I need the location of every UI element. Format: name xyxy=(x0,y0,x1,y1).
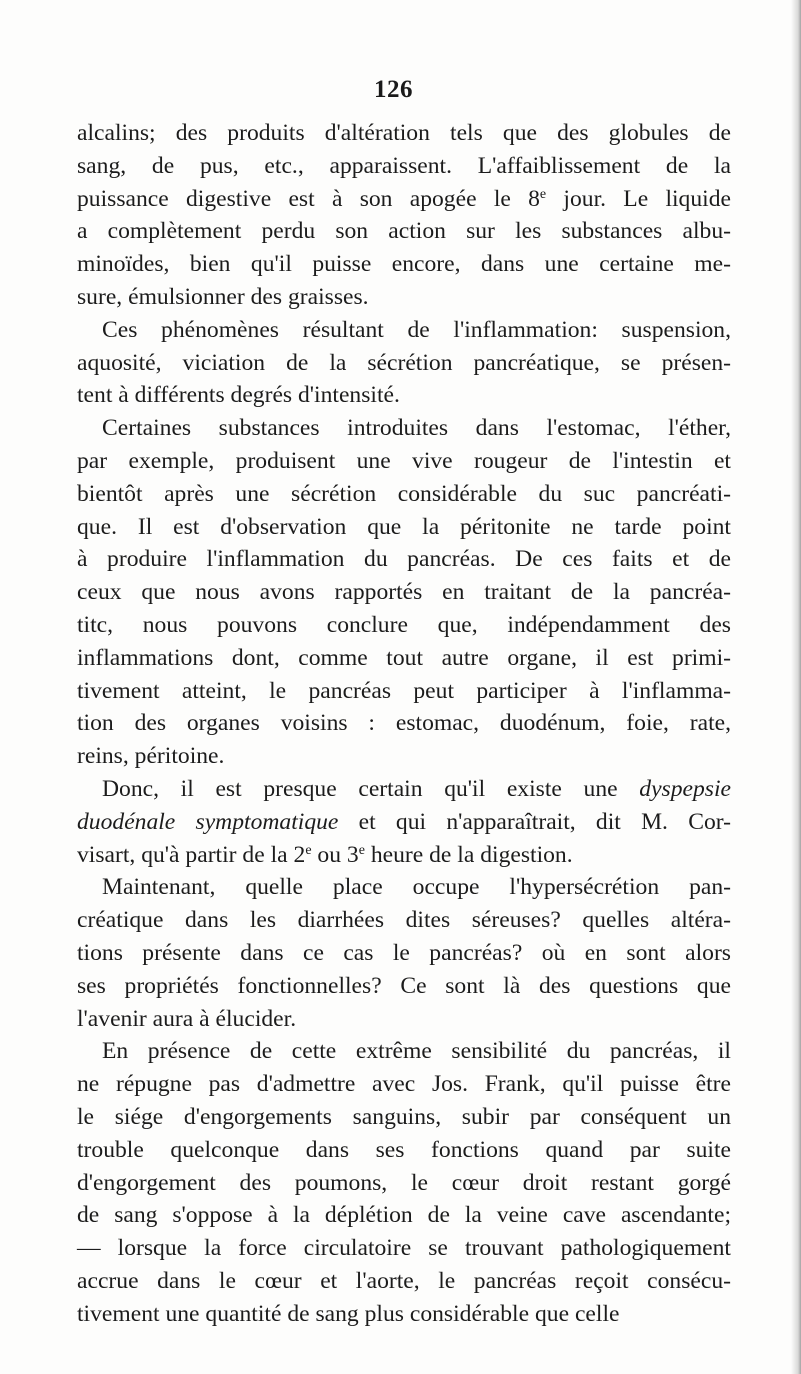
superscript: e xyxy=(539,186,547,202)
italic-text: dyspepsie xyxy=(639,775,731,802)
italic-text: duodénale symptomatique xyxy=(77,808,339,835)
text-segment: reins, péritoine. xyxy=(77,743,225,770)
text-segment: aquosité, viciation de la sécrétion pancréatique, se présen- xyxy=(77,349,731,376)
text-line xyxy=(77,1232,731,1265)
text-segment: alcalins; des produits d'altération tels que des globules de xyxy=(77,120,731,146)
text-line xyxy=(77,117,731,150)
text-line xyxy=(77,773,731,806)
text-line xyxy=(77,1035,731,1068)
text-segment: trouble quelconque dans ses fonctions quand par suite xyxy=(77,1136,731,1163)
text-line xyxy=(77,1068,731,1101)
text-line xyxy=(77,150,731,183)
text-line xyxy=(77,904,731,937)
text-segment: inflammations dont, comme tout autre organe, il est primi- xyxy=(77,644,731,671)
text-line xyxy=(77,871,731,904)
text-line xyxy=(77,412,731,445)
text-segment: puissance digestive est à son apogée le 8 xyxy=(77,185,540,212)
text-segment: — lorsque la force circulatoire se trouvant pathologiquement xyxy=(77,1235,731,1262)
text-line xyxy=(77,347,731,380)
text-segment: Maintenant, quelle place occupe l'hypersécrétion pan- xyxy=(102,874,731,901)
text-segment: tions présente dans ce cas le pancréas? où en sont alors xyxy=(77,939,731,966)
text-segment: sang, de pus, etc., apparaissent. L'affaiblissement de la xyxy=(77,152,731,179)
text-segment: tent à différents degrés d'intensité. xyxy=(77,382,400,409)
text-line xyxy=(77,1101,731,1134)
text-line xyxy=(77,642,731,675)
text-line xyxy=(77,707,731,740)
text-line xyxy=(77,1134,731,1167)
page-edge-shadow xyxy=(791,0,801,1374)
text-line xyxy=(77,740,731,773)
text-line xyxy=(77,478,731,511)
text-segment: tivement atteint, le pancréas peut participer à l'inflamma- xyxy=(77,677,731,704)
text-segment: le siége d'engorgements sanguins, subir par conséquent un xyxy=(77,1103,731,1130)
text-line xyxy=(77,609,731,642)
text-line xyxy=(77,576,731,609)
text-segment: visart, qu'à partir de la 2 xyxy=(77,841,306,868)
text-line xyxy=(77,445,731,478)
text-segment: minoïdes, bien qu'il puisse encore, dans une certaine me- xyxy=(77,251,731,278)
text-line xyxy=(77,1298,731,1331)
text-segment: heure de la digestion. xyxy=(364,841,573,868)
text-segment: jour. Le liquide xyxy=(546,185,731,212)
text-segment: Certaines substances introduites dans l'estomac, l'éther, xyxy=(102,415,731,442)
text-line xyxy=(77,1167,731,1200)
text-segment: ne répugne pas d'admettre avec Jos. Frank, qu'il puisse être xyxy=(77,1071,731,1098)
text-line xyxy=(77,839,731,872)
text-line xyxy=(77,511,731,544)
text-segment: bientôt après une sécrétion considérable du suc pancréati- xyxy=(77,480,731,507)
text-segment: tion des organes voisins : estomac, duodénum, foie, rate, xyxy=(77,710,731,737)
text-line xyxy=(77,1003,731,1036)
text-segment: accrue dans le cœur et l'aorte, le pancréas reçoit consécu- xyxy=(77,1267,731,1294)
text-segment: ou 3 xyxy=(311,841,359,868)
text-line xyxy=(77,183,731,216)
text-line xyxy=(77,379,731,412)
text-line xyxy=(77,1265,731,1298)
text-segment: a complètement perdu son action sur les substances albu- xyxy=(77,218,731,245)
body-text xyxy=(77,117,731,1330)
text-segment: à produire l'inflammation du pancréas. De ces faits et de xyxy=(77,546,731,573)
text-segment: créatique dans les diarrhées dites séreuses? quelles altéra- xyxy=(77,907,731,934)
text-segment: l'avenir aura à élucider. xyxy=(77,1005,297,1032)
text-segment: ceux que nous avons rapportés en traitant de la pancréa- xyxy=(77,579,731,606)
text-segment: Ces phénomènes résultant de l'inflammation: suspension, xyxy=(102,316,731,343)
text-segment: par exemple, produisent une vive rougeur de l'intestin et xyxy=(77,447,731,474)
text-line xyxy=(77,1199,731,1232)
text-segment: tivement une quantité de sang plus considérable que celle xyxy=(77,1300,620,1327)
superscript: e xyxy=(358,842,365,858)
text-line xyxy=(77,970,731,1003)
text-line xyxy=(77,937,731,970)
text-segment: ses propriétés fonctionnelles? Ce sont là des questions que xyxy=(77,972,731,999)
text-segment: que. Il est d'observation que la péritonite ne tarde point xyxy=(77,513,731,540)
text-line xyxy=(77,543,731,576)
text-line xyxy=(77,675,731,708)
text-segment: et qui n'apparaîtrait, dit M. Cor- xyxy=(338,808,731,835)
page-number: 126 xyxy=(374,76,413,103)
superscript: e xyxy=(305,842,312,858)
text-segment: d'engorgement des poumons, le cœur droit restant gorgé xyxy=(77,1169,731,1196)
text-line xyxy=(77,314,731,347)
text-line xyxy=(77,248,731,281)
text-segment: sure, émulsionner des graisses. xyxy=(77,283,369,310)
text-line xyxy=(77,215,731,248)
text-segment: Donc, il est presque certain qu'il existe une xyxy=(102,775,640,802)
text-line xyxy=(77,806,731,839)
text-segment: En présence de cette extrême sensibilité du pancréas, il xyxy=(102,1038,731,1065)
text-line xyxy=(77,281,731,314)
text-segment: titc, nous pouvons conclure que, indépendamment des xyxy=(77,611,731,638)
text-segment: de sang s'oppose à la déplétion de la veine cave ascendante; xyxy=(77,1202,731,1229)
